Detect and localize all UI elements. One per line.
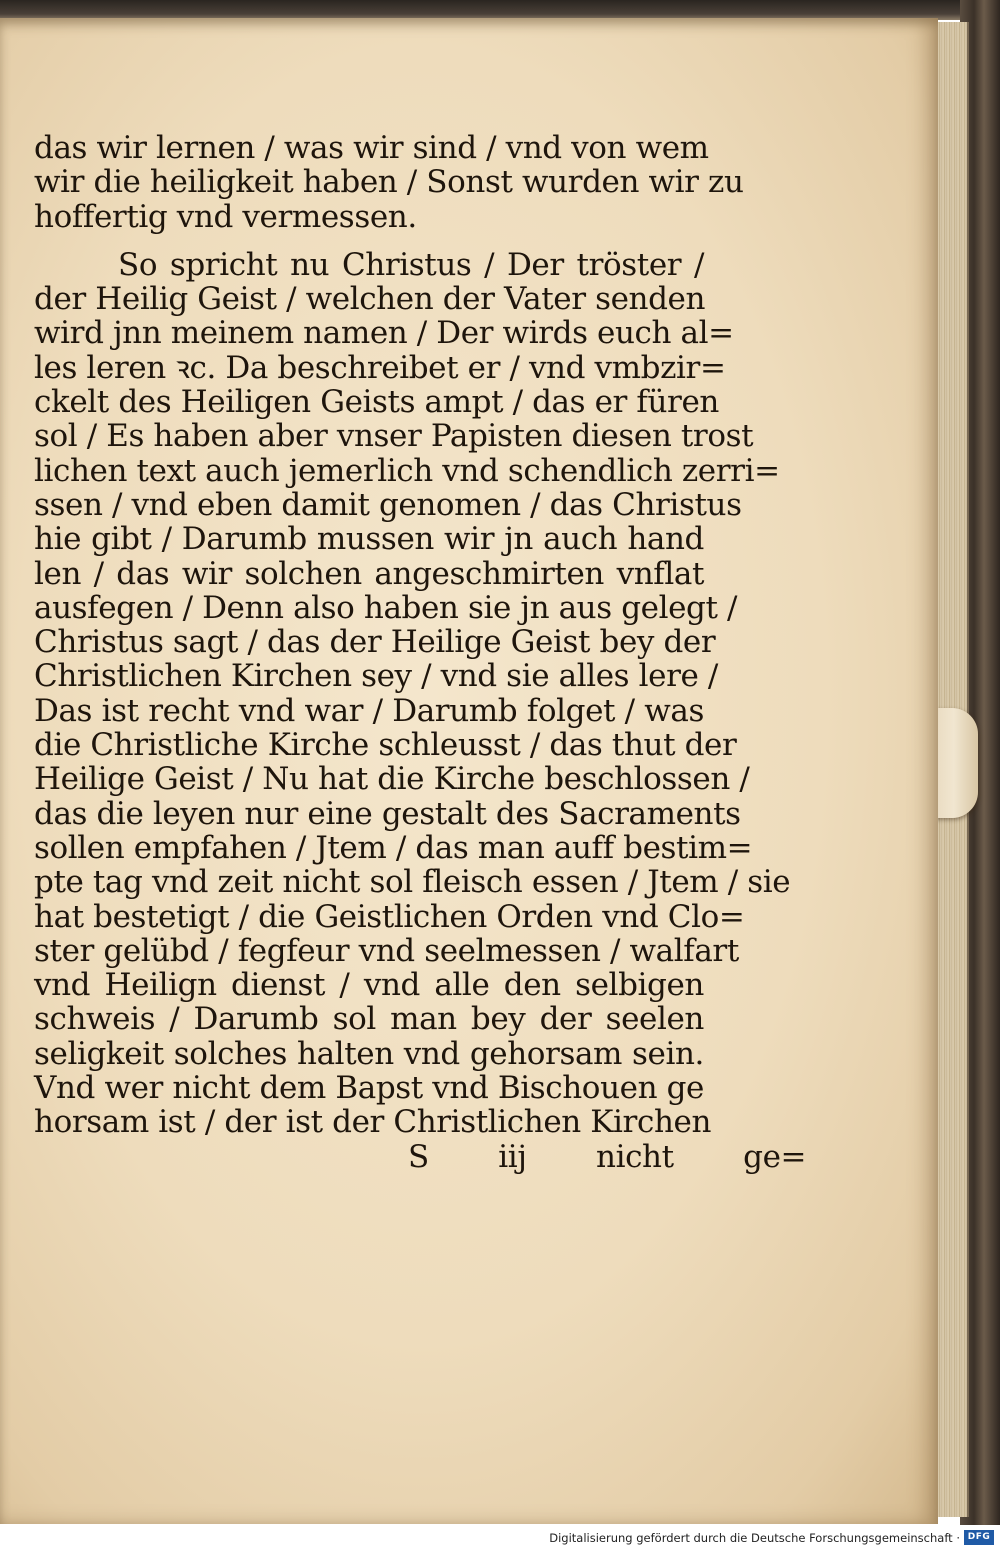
text-line: wir die heiligkeit haben / Sonst wurden wir zu (34, 164, 744, 201)
text-line: hoffertig vnd vermessen. (34, 198, 417, 235)
text-line: seligkeit solches halten vnd gehorsam sein. (34, 1035, 704, 1072)
dfg-logo: DFG (964, 1530, 994, 1545)
text-line: Christlichen Kirchen sey / vnd sie alles lere / (34, 658, 718, 695)
body-text (34, 130, 807, 1175)
text-line: So spricht nu Christus / Der tröster / (118, 246, 704, 283)
text-line: horsam ist / der ist der Christlichen Kirchen (34, 1104, 712, 1141)
text-line: ster gelübd / fegfeur vnd seelmessen / walfart (34, 932, 739, 969)
text-line: Das ist recht vnd war / Darumb folget / was (34, 692, 704, 729)
digitization-footer (0, 1525, 1000, 1552)
text-line: Vnd wer nicht dem Bapst vnd Bischouen ge (34, 1070, 704, 1107)
text-line: ckelt des Heiligen Geists ampt / das er füren (34, 384, 719, 421)
text-line: Christus sagt / das der Heilige Geist bey der (34, 624, 716, 661)
text-line: vnd Heilign dienst / vnd alle den selbigen (34, 967, 704, 1004)
text-line: lichen text auch jemerlich vnd schendlich zerri= (34, 452, 780, 489)
text-line: das wir lernen / was wir sind / vnd von wem (34, 130, 709, 166)
text-line: Heilige Geist / Nu hat die Kirche beschlossen / (34, 761, 750, 798)
signature-mark: S iij (408, 1138, 527, 1175)
text-line: der Heilig Geist / welchen der Vater senden (34, 281, 706, 318)
text-line: das die leyen nur eine gestalt des Sacraments (34, 795, 741, 832)
catchword: nicht ge= (596, 1138, 807, 1175)
text-line: die Christliche Kirche schleusst / das thut der (34, 727, 737, 764)
signature-and-catchword-line (34, 1138, 807, 1175)
text-line: sollen empfahen / Jtem / das man auff bestim= (34, 829, 753, 866)
text-line: ssen / vnd eben damit genomen / das Christus (34, 486, 742, 523)
text-line: les leren ꝛc. Da beschreibet er / vnd vmbzir= (34, 349, 726, 386)
text-line: sol / Es haben aber vnser Papisten diesen trost (34, 418, 754, 455)
text-line: hie gibt / Darumb mussen wir jn auch hand (34, 521, 704, 558)
text-line: schweis / Darumb sol man bey der seelen (34, 1001, 704, 1038)
text-line: hat bestetigt / die Geistlichen Orden vnd Clo= (34, 898, 745, 935)
book-binding-top (0, 0, 1000, 20)
text-line: pte tag vnd zeit nicht sol fleisch essen / Jtem / sie (34, 864, 791, 901)
funding-credit: Digitalisierung gefördert durch die Deutsche Forschungsgemeinschaft · (549, 1531, 960, 1545)
text-line: len / das wir solchen angeschmirten vnflat (34, 555, 704, 592)
text-line: ausfegen / Denn also haben sie jn aus gelegt / (34, 589, 738, 626)
text-line: wird jnn meinem namen / Der wirds euch al= (34, 315, 734, 352)
